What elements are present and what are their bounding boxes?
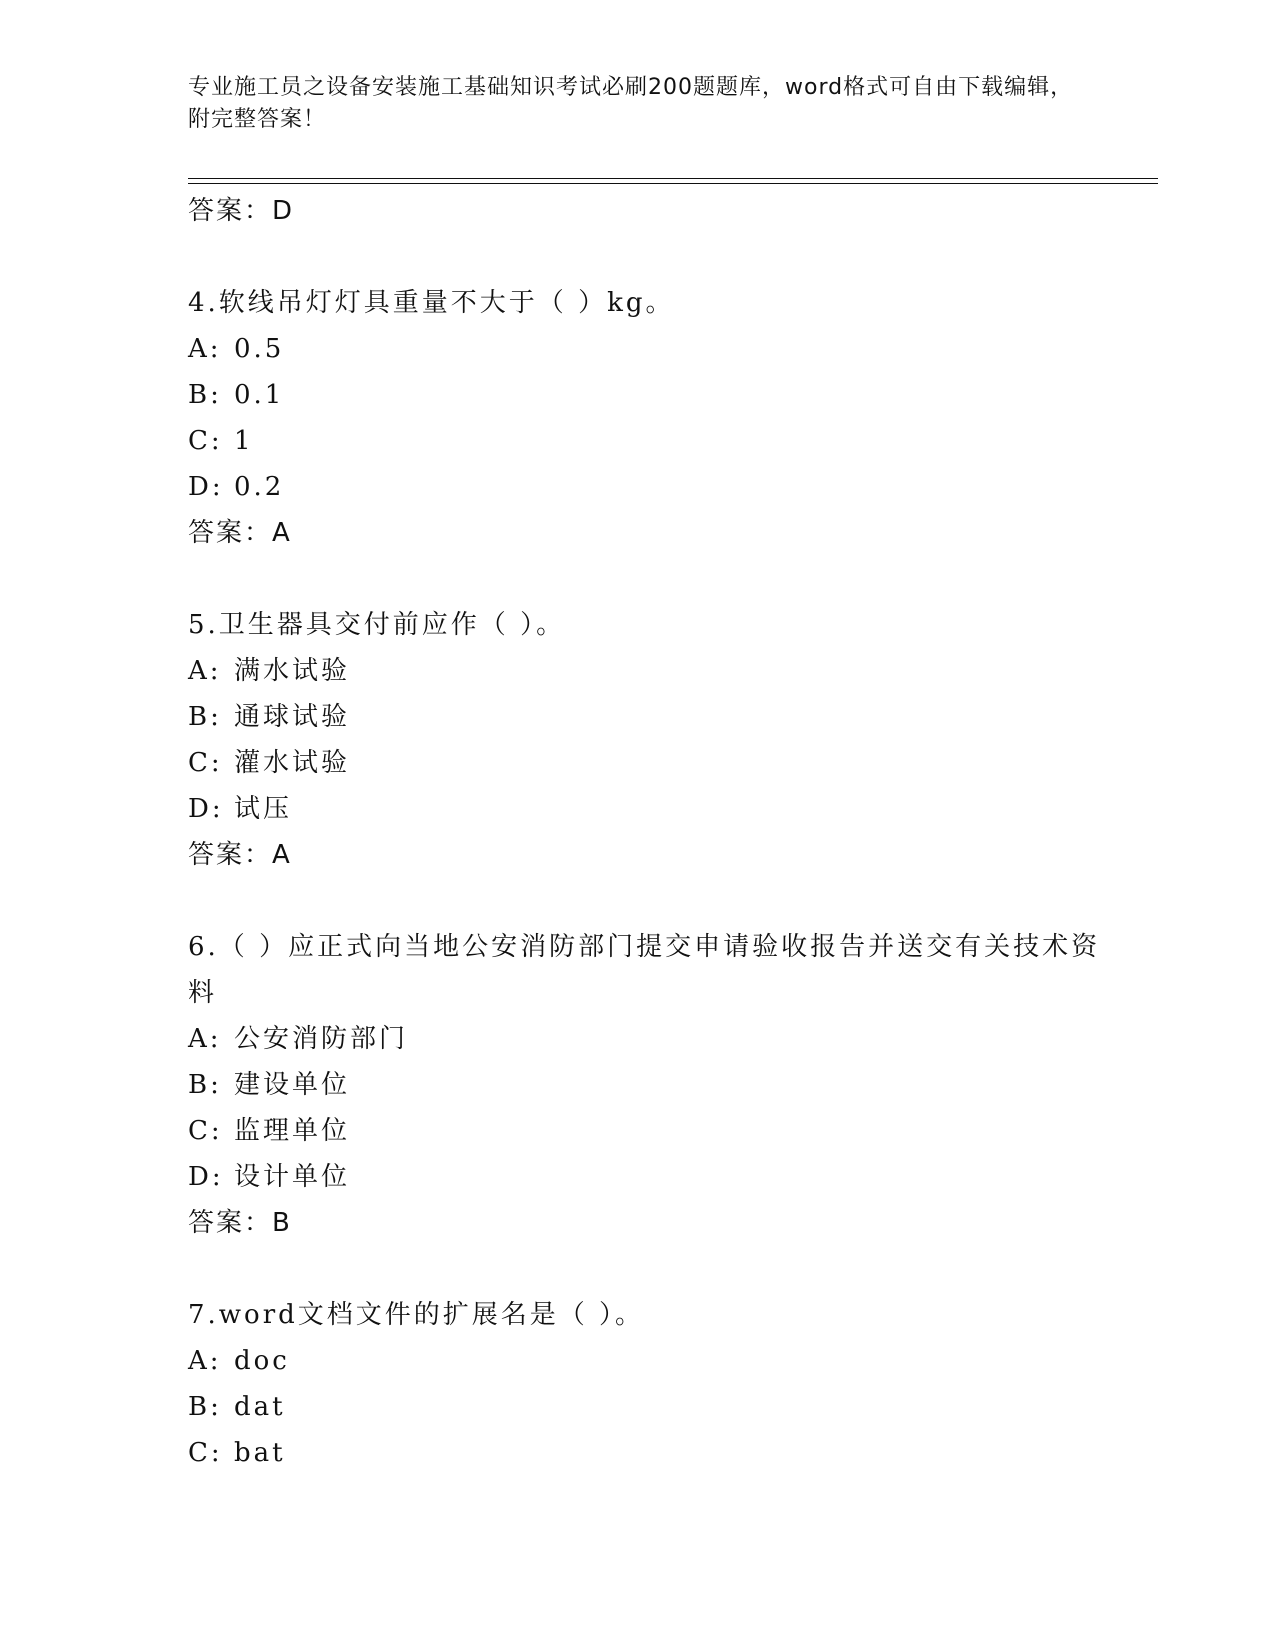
question-list [188,188,1118,1476]
option-item [188,1154,1118,1200]
option-label: D: [188,1162,224,1192]
option-label: C: [188,1116,223,1146]
answer-line: 答案：B [188,1208,292,1238]
answer-line: 答案：D [188,196,295,226]
option-label: B: [188,1392,222,1422]
option-text: 满水试验 [234,656,351,686]
option-item [188,1016,1118,1062]
option-item [188,1430,1118,1476]
question-stem: 4.软线吊灯灯具重量不大于（ ）kg。 [188,288,675,318]
question-stem: 7.word文档文件的扩展名是（ ）。 [188,1300,645,1330]
option-text: doc [234,1346,290,1376]
option-item [188,1108,1118,1154]
option-text: 通球试验 [234,702,351,732]
option-item [188,1338,1118,1384]
header-rule-bottom [188,183,1158,184]
option-text: 监理单位 [234,1116,351,1146]
option-label: A: [188,334,222,364]
option-label: C: [188,1438,223,1468]
option-item [188,1384,1118,1430]
option-label: B: [188,702,222,732]
option-text: 公安消防部门 [234,1024,409,1054]
option-text: 0.2 [234,472,285,502]
option-label: A: [188,1024,222,1054]
option-text: dat [234,1392,286,1422]
option-text: 建设单位 [234,1070,351,1100]
option-item [188,648,1118,694]
option-label: A: [188,1346,222,1376]
option-label: C: [188,748,223,778]
document-header: 专业施工员之设备安装施工基础知识考试必刷200题题库，word格式可自由下载编辑，附完整答案！ [188,75,1074,132]
question-stem: 6.（ ）应正式向当地公安消防部门提交申请验收报告并送交有关技术资料 [188,932,1101,1008]
option-text: 灌水试验 [234,748,351,778]
option-item [188,326,1118,372]
option-text: 0.5 [234,334,285,364]
option-item [188,694,1118,740]
option-text: bat [234,1438,286,1468]
option-text: 1 [234,426,254,456]
option-label: C: [188,426,223,456]
header-rule-top [188,178,1158,179]
option-label: B: [188,1070,222,1100]
option-item [188,372,1118,418]
option-label: B: [188,380,222,410]
option-label: D: [188,472,224,502]
option-label: A: [188,656,222,686]
option-text: 试压 [234,794,293,824]
option-text: 0.1 [234,380,285,410]
option-item [188,786,1118,832]
option-item [188,464,1118,510]
answer-line: 答案：A [188,518,292,548]
option-item [188,1062,1118,1108]
option-item [188,740,1118,786]
option-item [188,418,1118,464]
answer-line: 答案：A [188,840,292,870]
option-text: 设计单位 [234,1162,351,1192]
question-stem: 5.卫生器具交付前应作（ ）。 [188,610,566,640]
option-label: D: [188,794,224,824]
